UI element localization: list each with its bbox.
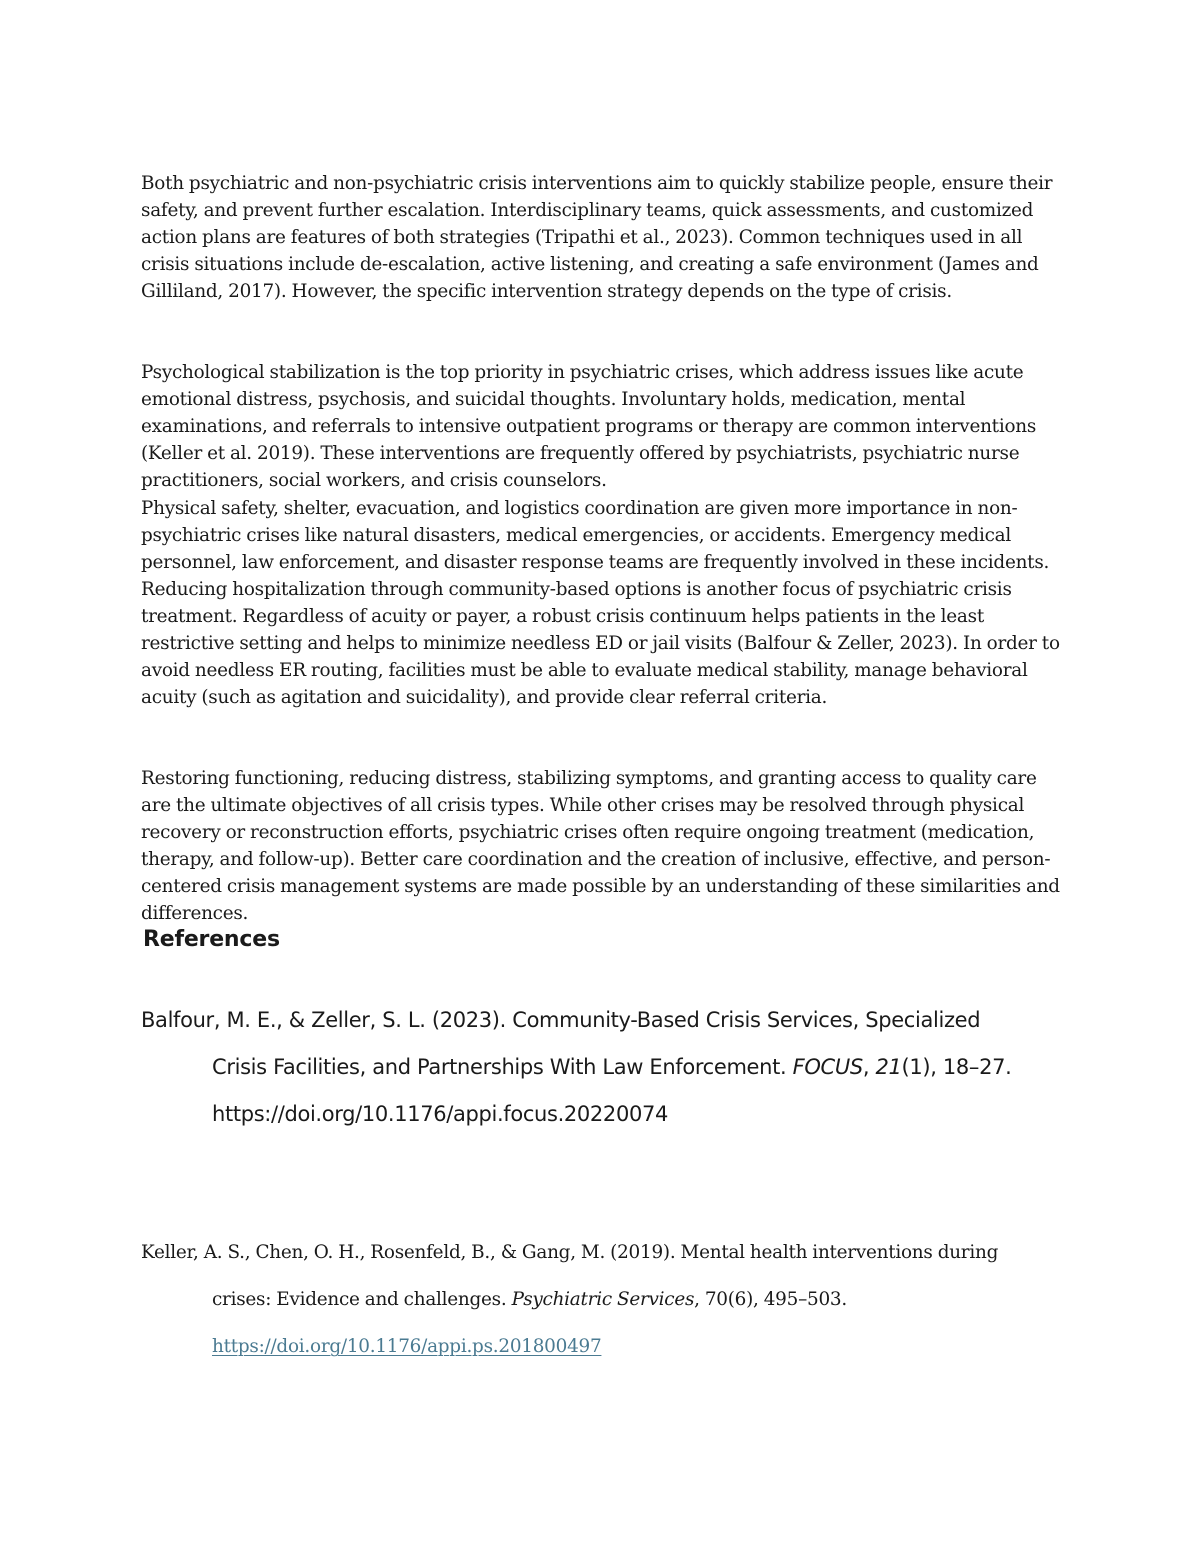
reference-issue-pages: (1), 18–27. bbox=[901, 1055, 1012, 1079]
reference-line-2 bbox=[141, 1044, 1091, 1091]
reference-line-1: Keller, A. S., Chen, O. H., Rosenfeld, B., & Gang, M. (2019). Mental health interventions during bbox=[141, 1242, 999, 1263]
references-heading: References bbox=[143, 927, 280, 952]
reference-volume-pages: , 70(6), 495–503. bbox=[694, 1289, 847, 1310]
reference-volume: 21 bbox=[875, 1055, 902, 1079]
reference-title-end: crises: Evidence and challenges. bbox=[212, 1289, 512, 1310]
reference-line-2 bbox=[141, 1276, 1091, 1323]
reference-doi: https://doi.org/10.1176/appi.focus.20220074 bbox=[212, 1102, 668, 1126]
reference-entry-keller bbox=[141, 1229, 1091, 1370]
reference-journal: Psychiatric Services bbox=[511, 1289, 695, 1310]
reference-doi-link[interactable]: https://doi.org/10.1176/appi.ps.201800497 bbox=[212, 1336, 602, 1357]
reference-doi-line bbox=[141, 1323, 1091, 1370]
reference-title-end: Crisis Facilities, and Partnerships With Law Enforcement. bbox=[212, 1055, 793, 1079]
reference-line-1: Balfour, M. E., & Zeller, S. L. (2023). Community-Based Crisis Services, Specialized bbox=[141, 1008, 981, 1032]
reference-journal: FOCUS bbox=[792, 1055, 863, 1079]
body-paragraph-4: Restoring functioning, reducing distress, stabilizing symptoms, and granting access to quality care are the ultimate objectives of all crisis types. While other crises may be resolved through physical recovery or reconstruction efforts, psychiatric crises often require ongoing treatment (medication, therapy, and follow-up). Better care coordination and the creation of inclusive, effective, and person-centered crisis management systems are made possible by an understanding of these similarities and differences. bbox=[141, 768, 1060, 924]
reference-separator: , bbox=[862, 1055, 876, 1079]
reference-entry-balfour bbox=[141, 997, 1091, 1138]
body-paragraph-2: Psychological stabilization is the top priority in psychiatric crises, which address issues like acute emotional distress, psychosis, and suicidal thoughts. Involuntary holds, medication, mental examinations, and referrals to intensive outpatient programs or therapy are common interventions (Keller et al. 2019). These interventions are frequently offered by psychiatrists, psychiatric nurse practitioners, social workers, and crisis counselors. bbox=[141, 362, 1037, 491]
body-paragraph-3: Physical safety, shelter, evacuation, and logistics coordination are given more importance in non-psychiatric crises like natural disasters, medical emergencies, or accidents. Emergency medical personnel, law enforcement, and disaster response teams are frequently involved in these incidents. Reducing hospitalization through community-based options is another focus of psychiatric crisis treatment. Regardless of acuity or payer, a robust crisis continuum helps patients in the least restrictive setting and helps to minimize needless ED or jail visits (Balfour & Zeller, 2023). In order to avoid needless ER routing, facilities must be able to evaluate medical stability, manage behavioral acuity (such as agitation and suicidality), and provide clear referral criteria. bbox=[141, 498, 1060, 708]
body-paragraph-1: Both psychiatric and non-psychiatric crisis interventions aim to quickly stabilize people, ensure their safety, and prevent further escalation. Interdisciplinary teams, quick assessments, and customized action plans are features of both strategies (Tripathi et al., 2023). Common techniques used in all crisis situations include de-escalation, active listening, and creating a safe environment (James and Gilliland, 2017). However, the specific intervention strategy depends on the type of crisis. bbox=[141, 173, 1053, 302]
